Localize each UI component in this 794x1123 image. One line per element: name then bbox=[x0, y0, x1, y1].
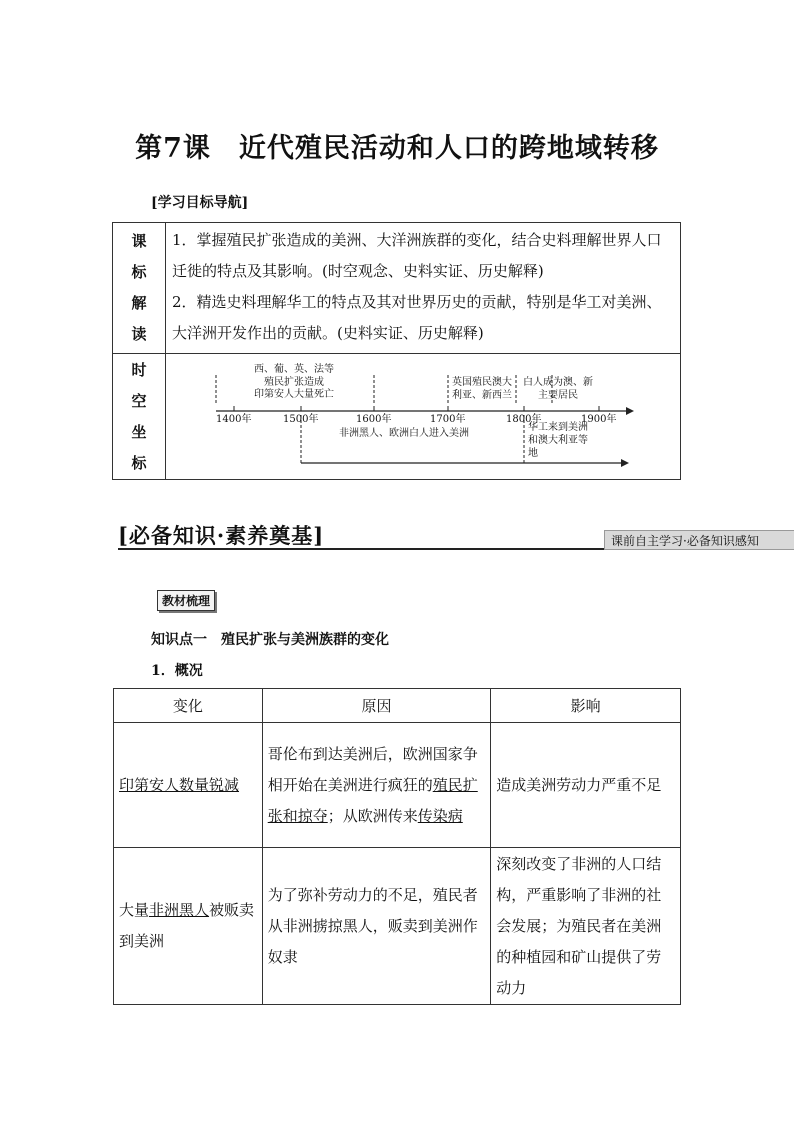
tick-label: 1800年 bbox=[506, 413, 542, 425]
cause-text: 哥伦布到达美洲后，欧洲国家争相开始在美洲进行疯狂的 bbox=[267, 744, 478, 794]
tick-label: 1700年 bbox=[430, 413, 466, 425]
change-underlined: 非洲黑人 bbox=[149, 901, 210, 919]
header-char: 读 bbox=[131, 325, 147, 343]
curriculum-content bbox=[166, 223, 681, 354]
row1-change bbox=[114, 723, 263, 848]
header-char: 坐 bbox=[131, 422, 147, 441]
tick-label: 1500年 bbox=[283, 413, 319, 425]
lower-event-text: 非洲黑人、欧洲白人进入美洲 bbox=[339, 427, 469, 439]
event-text: 主要居民 bbox=[538, 389, 578, 401]
lower-event-text: 地 bbox=[528, 447, 538, 459]
objective-item-2: 2．精选史料理解华工的特点及其对世界历史的贡献，特别是华工对美洲、大洋洲开发作出的贡献。(史料实证、历史解释) bbox=[172, 293, 662, 342]
textbook-badge: 教材梳理 bbox=[157, 590, 215, 611]
change-text: 大量 bbox=[119, 901, 150, 919]
section-tag: 课前自主学习·必备知识感知 bbox=[604, 530, 794, 550]
header-char: 解 bbox=[131, 294, 147, 312]
event-text: 利亚、新西兰 bbox=[452, 389, 512, 401]
axis-arrow-icon bbox=[626, 407, 634, 415]
tick-label: 1400年 bbox=[216, 413, 252, 425]
header-cause: 原因 bbox=[262, 689, 491, 723]
timeline-cell bbox=[166, 354, 681, 480]
overview-table bbox=[113, 688, 681, 1005]
row1-effect: 造成美洲劳动力严重不足 bbox=[491, 723, 681, 848]
row2-cause: 为了弥补劳动力的不足，殖民者从非洲掳掠黑人，贩卖到美洲作奴隶 bbox=[262, 848, 491, 1005]
header-char: 标 bbox=[131, 453, 147, 472]
curriculum-header bbox=[113, 223, 166, 354]
lower-event-text: 华工来到美洲 bbox=[528, 421, 588, 433]
objectives-table bbox=[112, 222, 681, 480]
header-effect: 影响 bbox=[491, 689, 681, 723]
event-text: 殖民扩张造成 bbox=[264, 376, 324, 388]
change-text: 被贩卖到美洲 bbox=[119, 901, 255, 950]
header-char: 空 bbox=[131, 391, 147, 410]
section-banner: [必备知识·素养奠基] bbox=[118, 523, 325, 548]
lesson-title: 第7课 近代殖民活动和人口的跨地域转移 bbox=[135, 133, 659, 164]
lower-arrow-icon bbox=[621, 459, 629, 467]
header-char: 课 bbox=[131, 232, 147, 250]
event-text: 西、葡、英、法等 bbox=[254, 363, 334, 375]
header-char: 时 bbox=[131, 360, 147, 379]
header-change: 变化 bbox=[114, 689, 263, 723]
lower-event-text: 和澳大利亚等 bbox=[528, 434, 588, 446]
row2-effect: 深刻改变了非洲的人口结构，严重影响了非洲的社会发展；为殖民者在美洲的种植园和矿山提供了劳动力 bbox=[491, 848, 681, 1005]
row1-cause bbox=[262, 723, 491, 848]
tick-label: 1900年 bbox=[581, 413, 617, 425]
overview-subheading: 1．概况 bbox=[151, 663, 203, 679]
cause-underlined: 殖民扩张和掠夺 bbox=[267, 775, 478, 825]
change-text: 印第安人数量锐减 bbox=[119, 775, 240, 794]
cause-underlined: 传染病 bbox=[417, 806, 463, 825]
event-text: 白人成为澳、新 bbox=[523, 376, 593, 388]
knowledge-point-title: 知识点一 殖民扩张与美洲族群的变化 bbox=[151, 632, 389, 648]
study-goal-label: [学习目标导航] bbox=[151, 195, 249, 211]
cause-text: ；从欧洲传来 bbox=[327, 806, 418, 825]
timeline-header bbox=[113, 354, 166, 480]
banner-divider bbox=[118, 548, 604, 550]
tick-label: 1600年 bbox=[356, 413, 392, 425]
row2-change bbox=[114, 848, 263, 1005]
event-text: 英国殖民澳大 bbox=[452, 376, 512, 388]
header-char: 标 bbox=[131, 263, 147, 281]
event-text: 印第安人大量死亡 bbox=[254, 388, 334, 400]
timeline-diagram bbox=[166, 355, 678, 479]
objective-item-1: 1．掌握殖民扩张造成的美洲、大洋洲族群的变化，结合史料理解世界人口迁徙的特点及其影响。(时空观念、史料实证、历史解释) bbox=[172, 231, 662, 280]
